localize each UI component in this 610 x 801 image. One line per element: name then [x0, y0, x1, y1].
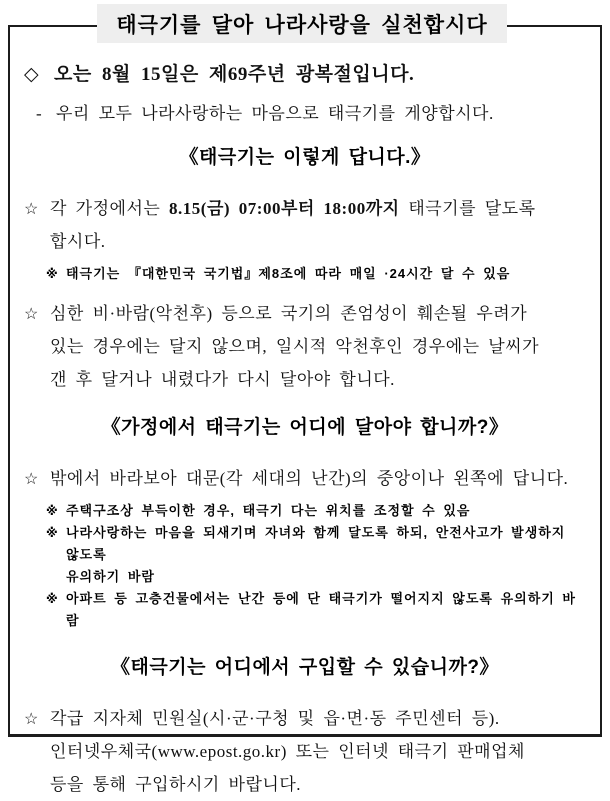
item-line: 있는 경우에는 달지 않으며, 일시적 악천후인 경우에는 날씨가 [50, 337, 540, 356]
item-line: 심한 비·바람(악천후) 등으로 국기의 존엄성이 훼손될 우려가 [50, 304, 528, 323]
note-item [46, 500, 586, 522]
note-text: 아파트 등 고층건물에서는 난간 등에 단 태극기가 떨어지지 않도록 유의하기 바람 [66, 591, 576, 628]
note-text: 태극기는 『대한민국 국기법』제8조에 따라 매일 ·24시간 달 수 있음 [66, 266, 511, 281]
item-line: 등을 통해 구입하시기 바랍니다. [50, 775, 301, 794]
note-item [46, 588, 586, 632]
note-text: 주택구조상 부득이한 경우, 태극기 다는 위치를 조정할 수 있음 [66, 503, 471, 518]
star-icon: ☆ [24, 711, 39, 728]
note-item [46, 522, 586, 588]
reference-mark-icon: ※ [46, 592, 59, 606]
diamond-icon: ◇ [24, 64, 40, 85]
list-item [24, 192, 586, 258]
list-item [24, 702, 586, 801]
title-banner [97, 4, 507, 43]
star-icon: ☆ [24, 306, 39, 323]
reference-mark-icon: ※ [46, 267, 59, 281]
item-line: 갠 후 달거나 내렸다가 다시 달아야 합니다. [50, 370, 395, 389]
page-title: 태극기를 달아 나라사랑을 실천합시다 [116, 12, 488, 37]
list-item [24, 462, 586, 496]
star-icon: ☆ [24, 471, 39, 488]
section-heading-buy: 《태극기는 어디에서 구입할 수 있습니까?》 [111, 657, 499, 678]
item-line: 합시다. [50, 232, 106, 251]
item-text: 각 가정에서는 [50, 199, 170, 218]
document-box [8, 25, 602, 794]
list-item-text: 밖에서 바라보아 대문(각 세대의 난간)의 중앙이나 왼쪽에 답니다. [50, 469, 569, 488]
intro-heading: 오는 8월 15일은 제69주년 광복절입니다. [54, 64, 415, 85]
item-line: 인터넷우체국(www.epost.go.kr) 또는 인터넷 태극기 판매업체 [50, 742, 525, 761]
intro-sub-text: 우리 모두 나라사랑하는 마음으로 태극기를 게양합시다. [56, 104, 494, 123]
section-heading-where: 《가정에서 태극기는 어디에 달아야 합니까?》 [101, 417, 509, 438]
intro-item [24, 61, 586, 89]
reference-mark-icon: ※ [46, 526, 59, 540]
reference-mark-icon: ※ [46, 504, 59, 518]
list-item-text [50, 297, 586, 396]
intro-sub-item [36, 102, 586, 126]
section-heading-how: 《태극기는 이렇게 답니다.》 [179, 147, 431, 168]
item-line [50, 192, 586, 225]
item-line: 각급 지자체 민원실(시·군·구청 및 읍·면·동 주민센터 등). [50, 709, 500, 728]
list-item [24, 297, 586, 396]
list-item-text [50, 192, 586, 258]
list-item-text [50, 702, 586, 801]
item-text: 태극기를 달도록 [399, 199, 536, 218]
note-line: 유의하기 바람 [66, 569, 155, 584]
note-line: 나라사랑하는 마음을 되새기며 자녀와 함께 달도록 하되, 안전사고가 발생하지 않도록 [66, 525, 566, 562]
note-text [66, 522, 586, 588]
star-icon: ☆ [24, 201, 39, 218]
item-text-bold: 8.15(금) 07:00부터 18:00까지 [169, 199, 400, 218]
dash-icon: - [36, 104, 43, 123]
note-item [46, 263, 586, 285]
